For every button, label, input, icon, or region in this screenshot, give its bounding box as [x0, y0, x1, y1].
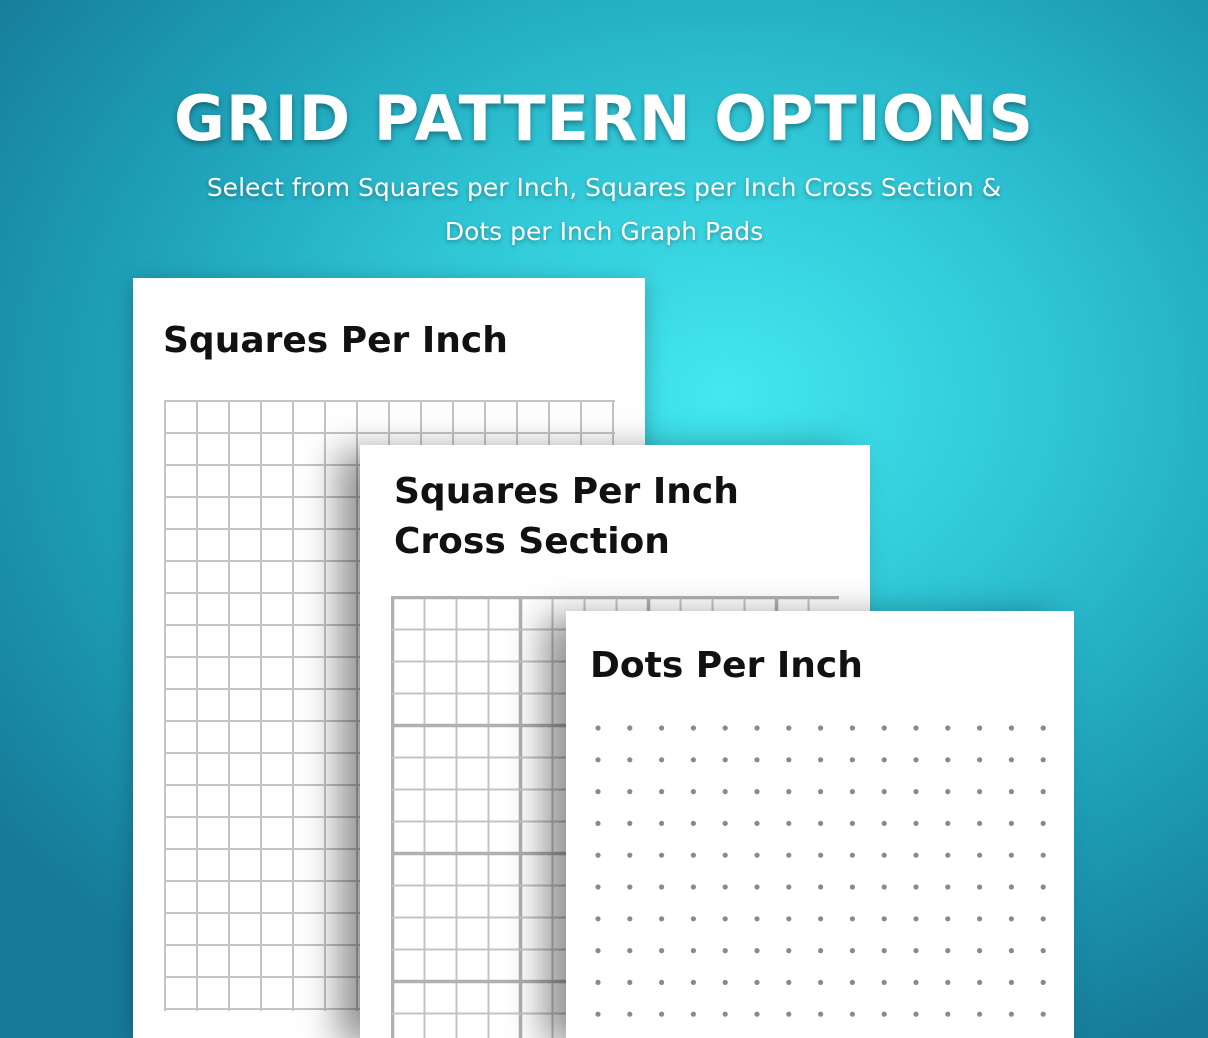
grid-dot [595, 1012, 600, 1017]
dots-per-inch-title: Dots Per Inch [590, 645, 863, 686]
subtitle-line-2: Dots per Inch Graph Pads [444, 217, 764, 246]
grid-dot [627, 1012, 632, 1017]
grid-dot [913, 884, 918, 889]
grid-dot [595, 853, 600, 858]
grid-dot [659, 725, 664, 730]
grid-dot [945, 725, 950, 730]
dot-grid-svg [582, 713, 1058, 1038]
grid-dot [818, 916, 823, 921]
grid-dot [882, 853, 887, 858]
grid-dot [659, 948, 664, 953]
grid-dot [913, 948, 918, 953]
grid-dot [627, 821, 632, 826]
grid-dot [1041, 916, 1046, 921]
grid-dot [1041, 789, 1046, 794]
grid-dot [723, 821, 728, 826]
grid-dot [595, 757, 600, 762]
grid-dot [754, 757, 759, 762]
grid-dot [595, 948, 600, 953]
grid-dot [723, 884, 728, 889]
cross-section-title-line-2: Cross Section [394, 521, 670, 562]
grid-dot [691, 789, 696, 794]
grid-dot [818, 757, 823, 762]
grid-dot [691, 853, 696, 858]
grid-dot [627, 789, 632, 794]
grid-dot [723, 916, 728, 921]
grid-dot [595, 916, 600, 921]
grid-dot [977, 789, 982, 794]
grid-dot [1009, 757, 1014, 762]
grid-dot [818, 789, 823, 794]
grid-dot [754, 789, 759, 794]
grid-dot [818, 821, 823, 826]
grid-dot [1009, 948, 1014, 953]
grid-dot [850, 757, 855, 762]
grid-dot [754, 916, 759, 921]
grid-dot [723, 980, 728, 985]
grid-dot [882, 980, 887, 985]
grid-dot [1041, 853, 1046, 858]
grid-dot [977, 980, 982, 985]
grid-dot [818, 884, 823, 889]
grid-dot [723, 725, 728, 730]
grid-dot [945, 853, 950, 858]
grid-dot [977, 853, 982, 858]
grid-dot [977, 916, 982, 921]
cross-section-title-line-1: Squares Per Inch [394, 471, 739, 512]
grid-dot [786, 1012, 791, 1017]
grid-dot [882, 1012, 887, 1017]
grid-dot [945, 980, 950, 985]
cross-section-title [394, 467, 854, 567]
grid-dot [913, 757, 918, 762]
grid-dot [882, 948, 887, 953]
grid-dot [818, 948, 823, 953]
grid-dot [659, 821, 664, 826]
grid-dot [1041, 948, 1046, 953]
grid-dot [786, 884, 791, 889]
grid-dot [1009, 821, 1014, 826]
grid-dot [1009, 725, 1014, 730]
grid-dot [945, 789, 950, 794]
grid-dot [754, 948, 759, 953]
grid-dot [850, 884, 855, 889]
grid-dot [850, 948, 855, 953]
grid-dot [882, 916, 887, 921]
grid-dot [818, 1012, 823, 1017]
grid-dot [913, 821, 918, 826]
grid-dot [882, 725, 887, 730]
grid-dot [1041, 980, 1046, 985]
grid-dot [691, 948, 696, 953]
grid-dot [627, 884, 632, 889]
grid-dot [723, 853, 728, 858]
grid-dot [850, 980, 855, 985]
grid-dot [595, 789, 600, 794]
grid-dot [1041, 725, 1046, 730]
dots-per-inch-card [566, 611, 1074, 1038]
grid-dot [945, 757, 950, 762]
grid-dot [786, 725, 791, 730]
grid-dot [850, 916, 855, 921]
page-subtitle [154, 166, 1054, 254]
grid-dot [595, 980, 600, 985]
grid-dot [786, 916, 791, 921]
grid-dot [786, 853, 791, 858]
grid-dot [786, 821, 791, 826]
grid-dot [627, 980, 632, 985]
grid-dot [691, 757, 696, 762]
grid-dot [723, 1012, 728, 1017]
grid-dot [595, 884, 600, 889]
grid-dot [945, 948, 950, 953]
grid-dot [818, 980, 823, 985]
grid-dot [659, 789, 664, 794]
grid-dot [977, 884, 982, 889]
grid-dot [1041, 757, 1046, 762]
grid-dot [1009, 789, 1014, 794]
grid-dot [627, 725, 632, 730]
grid-dot [786, 757, 791, 762]
grid-dot [818, 853, 823, 858]
grid-dot [627, 757, 632, 762]
grid-dot [754, 725, 759, 730]
grid-dot [913, 853, 918, 858]
grid-dot [882, 757, 887, 762]
grid-dot [595, 821, 600, 826]
grid-dot [659, 1012, 664, 1017]
grid-dot [977, 948, 982, 953]
grid-dot [723, 948, 728, 953]
grid-dot [882, 821, 887, 826]
grid-dot [1009, 916, 1014, 921]
grid-dot [1009, 1012, 1014, 1017]
grid-dot [913, 1012, 918, 1017]
grid-dot [659, 853, 664, 858]
grid-dot [691, 821, 696, 826]
grid-dot [659, 884, 664, 889]
grid-dot [945, 1012, 950, 1017]
grid-dot [754, 1012, 759, 1017]
grid-dot [850, 853, 855, 858]
grid-dot [818, 725, 823, 730]
grid-dot [945, 884, 950, 889]
grid-dot [754, 980, 759, 985]
grid-dot [754, 821, 759, 826]
grid-dot [977, 725, 982, 730]
grid-dot [913, 980, 918, 985]
grid-dot [945, 916, 950, 921]
grid-dot [754, 853, 759, 858]
grid-dot [1009, 884, 1014, 889]
grid-dot [850, 725, 855, 730]
grid-dot [659, 980, 664, 985]
grid-dot [723, 757, 728, 762]
grid-dot [691, 980, 696, 985]
grid-dot [1041, 884, 1046, 889]
subtitle-line-1: Select from Squares per Inch, Squares per Inch Cross Section & [206, 173, 1002, 202]
squares-per-inch-title: Squares Per Inch [163, 320, 508, 361]
grid-dot [1009, 853, 1014, 858]
grid-dot [850, 1012, 855, 1017]
grid-dot [691, 884, 696, 889]
grid-dot [850, 789, 855, 794]
page-title: GRID PATTERN OPTIONS [174, 82, 1034, 155]
grid-dot [913, 916, 918, 921]
grid-dot [627, 853, 632, 858]
grid-dot [1041, 1012, 1046, 1017]
grid-dot [945, 821, 950, 826]
grid-dot [977, 821, 982, 826]
dot-grid-pattern [582, 713, 1058, 1038]
grid-dot [882, 789, 887, 794]
grid-dot [595, 725, 600, 730]
grid-dot [977, 757, 982, 762]
grid-dot [1009, 980, 1014, 985]
grid-dot [691, 725, 696, 730]
grid-dot [786, 948, 791, 953]
grid-dot [691, 1012, 696, 1017]
grid-dot [627, 948, 632, 953]
grid-dot [882, 884, 887, 889]
grid-dot [786, 980, 791, 985]
grid-dot [977, 1012, 982, 1017]
grid-dot [1041, 821, 1046, 826]
grid-dot [723, 789, 728, 794]
grid-dot [913, 789, 918, 794]
grid-dot [627, 916, 632, 921]
grid-dot [691, 916, 696, 921]
grid-dot [850, 821, 855, 826]
grid-dot [659, 757, 664, 762]
grid-dot [786, 789, 791, 794]
grid-dot [659, 916, 664, 921]
grid-dot [913, 725, 918, 730]
grid-dot [754, 884, 759, 889]
